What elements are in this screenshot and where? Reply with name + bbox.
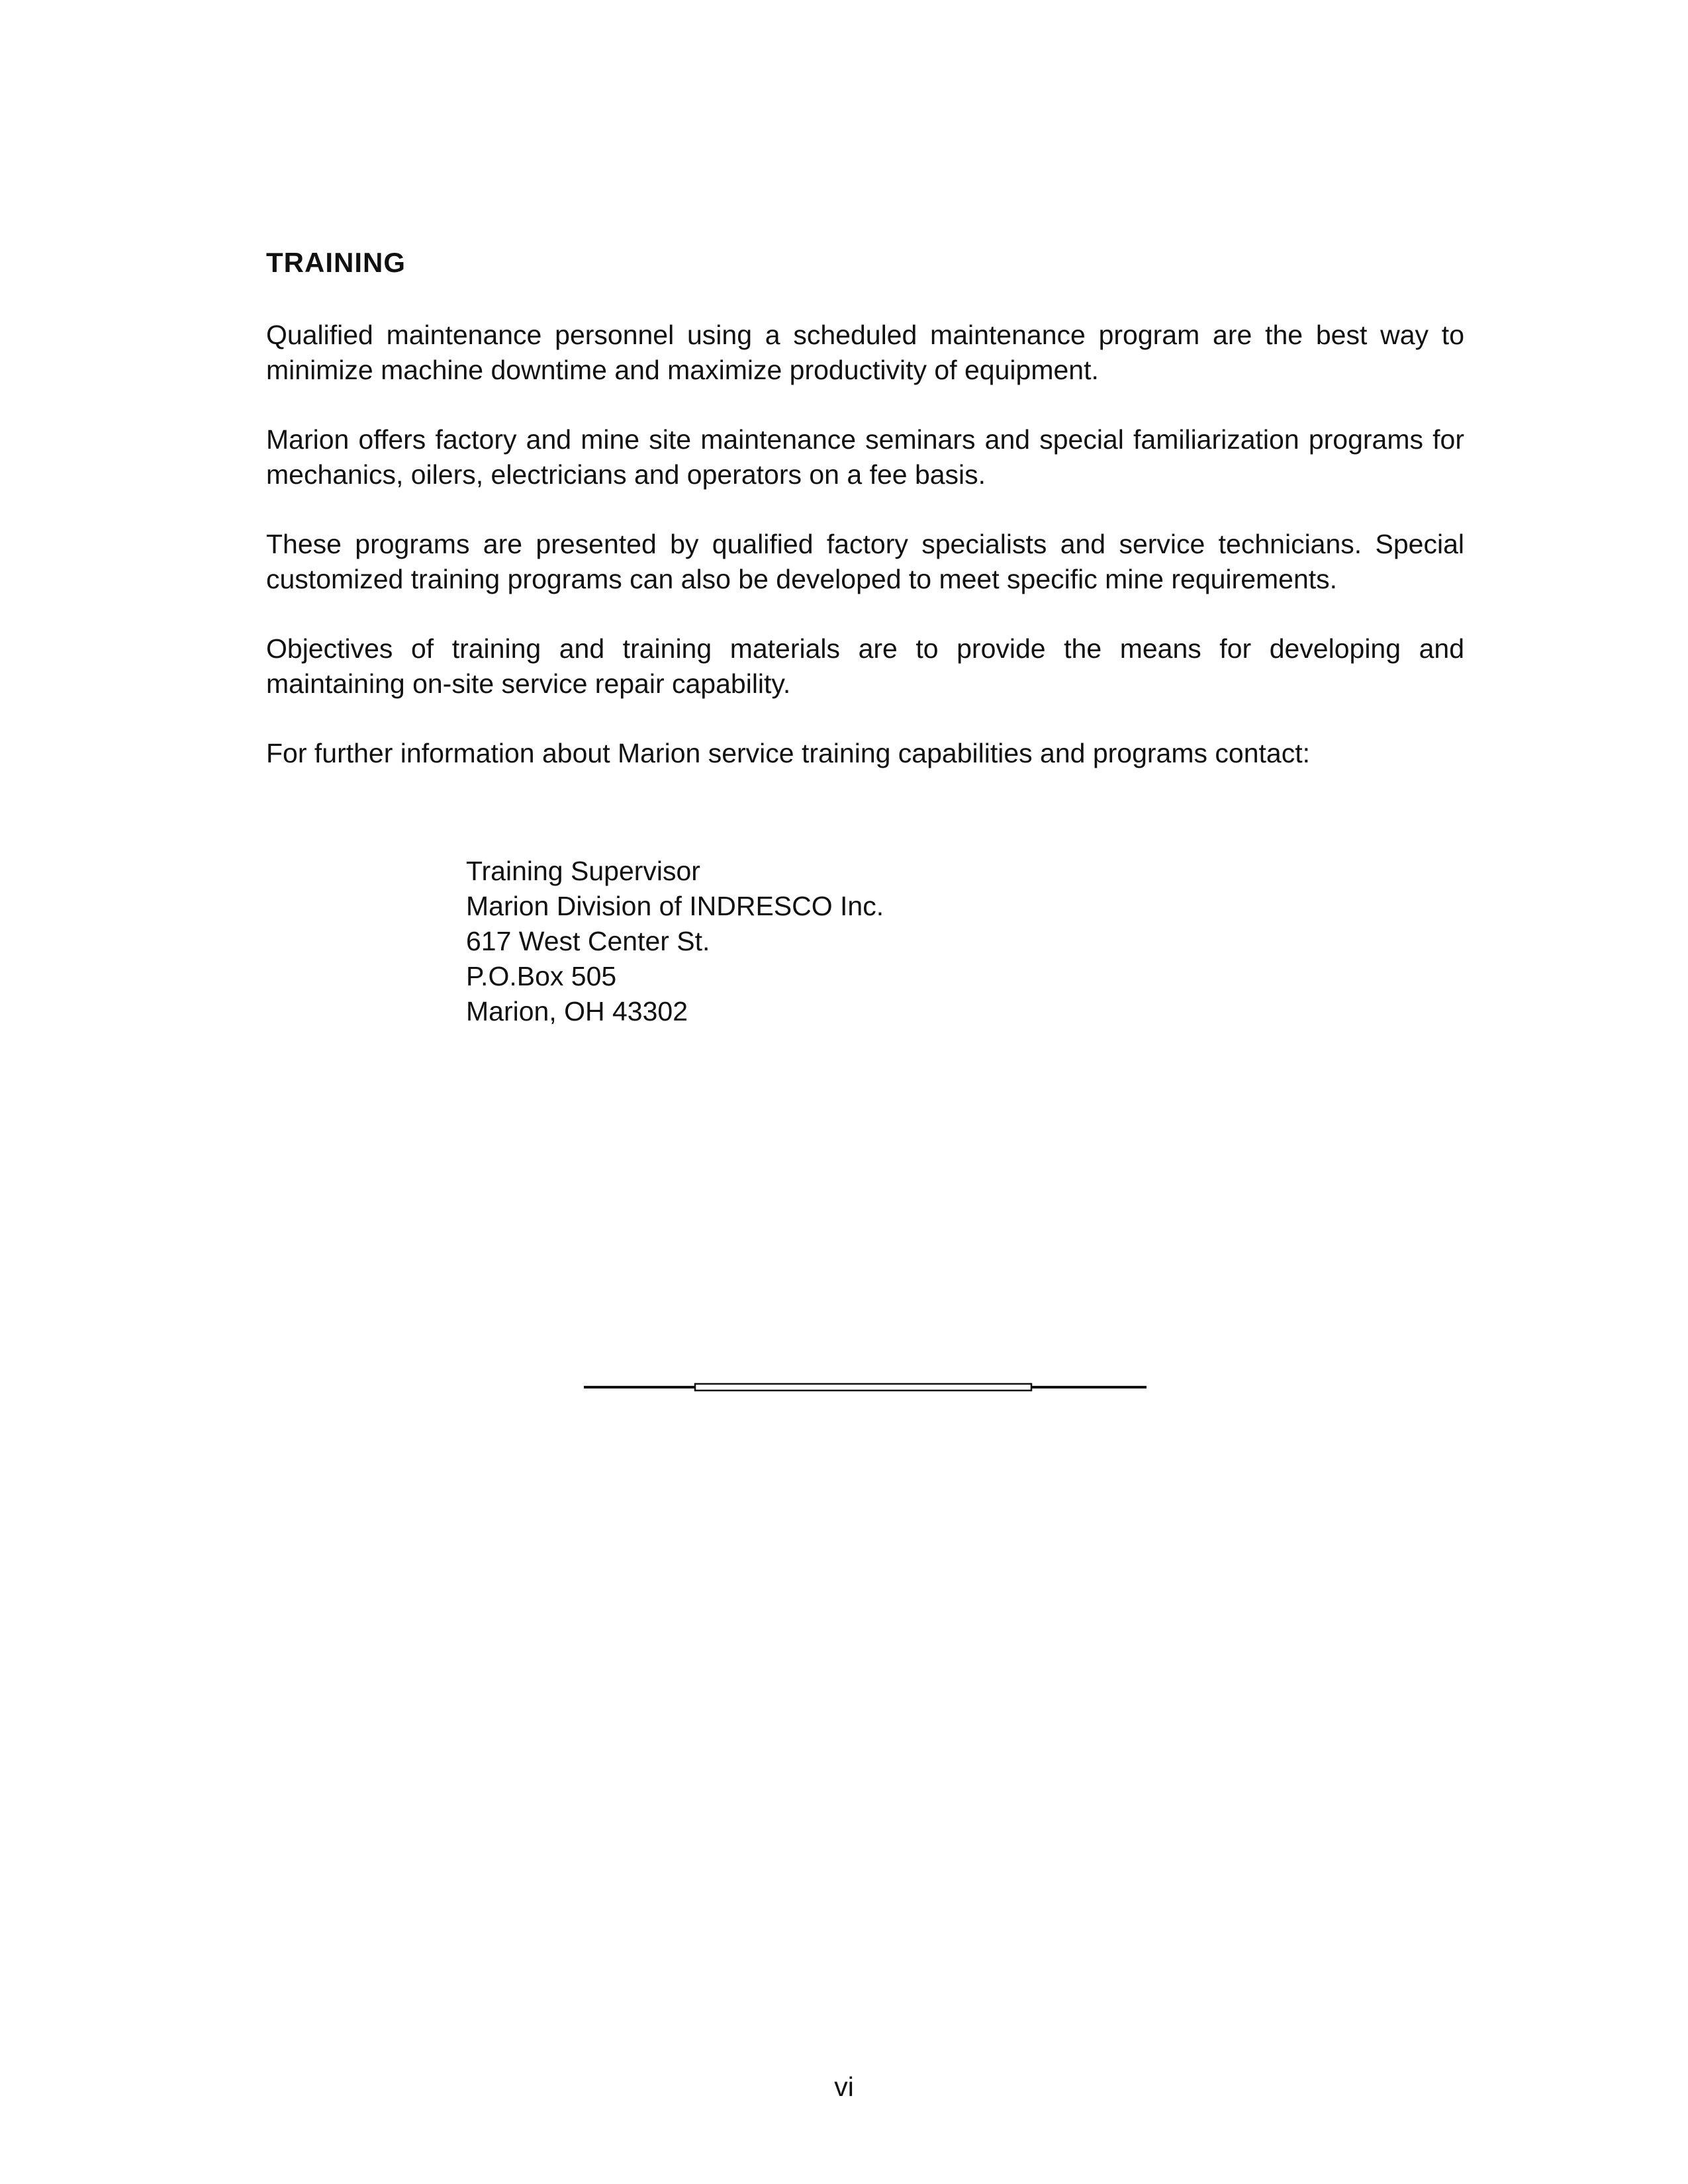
section-heading: TRAINING: [266, 247, 406, 278]
page-number: vi: [834, 2071, 854, 2102]
paragraph-programs-presented: These programs are presented by qualified factory specialists and service technicians. Special customized training programs can also be developed to meet specific mine requirements.: [266, 529, 1464, 594]
paragraph-qualified-personnel: Qualified maintenance personnel using a scheduled maintenance program are the best way to minimize machine downtime and maximize productivity of equipment.: [266, 320, 1464, 385]
training-section: [266, 246, 1464, 805]
paragraph-objectives: Objectives of training and training materials are to provide the means for developing and maintaining on-site service repair capability.: [266, 633, 1464, 699]
address-line-title: Training Supervisor: [466, 856, 700, 886]
paragraph-marion-offers: Marion offers factory and mine site maintenance seminars and special familiarization programs for mechanics, oilers, electricians and operators on a fee basis.: [266, 424, 1464, 490]
paragraph-further-information: For further information about Marion service training capabilities and programs contact:: [266, 738, 1310, 768]
address-line-po-box: P.O.Box 505: [466, 961, 617, 991]
address-line-street: 617 West Center St.: [466, 926, 710, 956]
section-divider: [584, 1381, 1147, 1394]
contact-address: [466, 854, 884, 1029]
address-line-city: Marion, OH 43302: [466, 996, 688, 1026]
address-line-company: Marion Division of INDRESCO Inc.: [466, 891, 884, 921]
